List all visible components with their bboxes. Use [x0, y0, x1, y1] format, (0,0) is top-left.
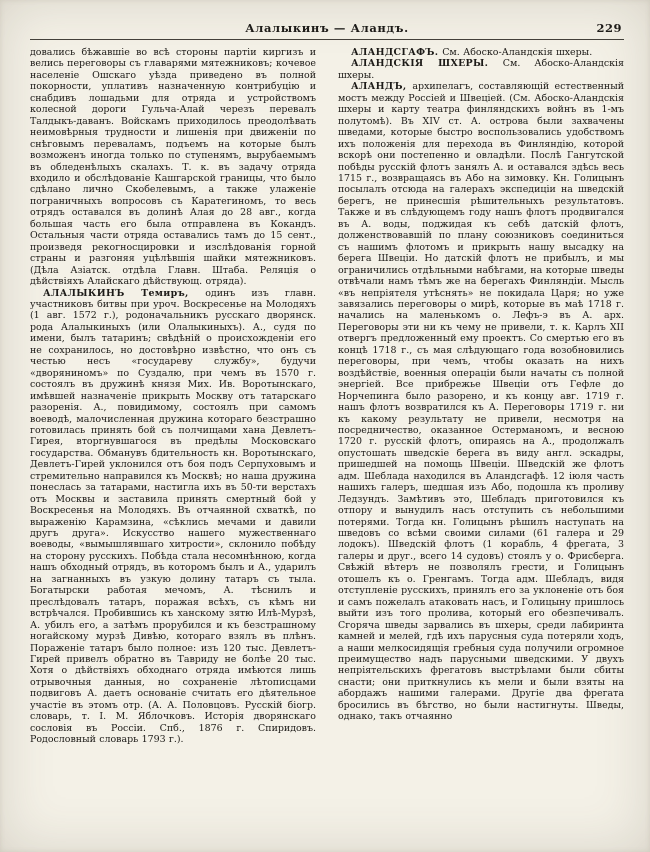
paragraph-text: См. Абоско-Аландскія шхеры.	[442, 47, 593, 58]
paragraph-text: архипелагъ, составляющій естественный мостъ между Россіей и Швеціей. (См. Абоско-Аландскія шхеры и карту театра финляндскихъ войнъ въ 1-мъ полутомѣ). Въ XIV ст. А. острова были захвачены шведами, которые быстро воспользовались удобствомъ ихъ положенія для перехода въ Финляндію, которой вскорѣ они постепенно и овладѣли. Послѣ Гангутской побѣды русскій флотъ занялъ А. и оставался здѣсь весь 1715 г., возвращаясь въ Або на зимовку. Кн. Голицынъ посылалъ отсюда на галерахъ экспедиціи на шведскій берегъ, не принесшія рѣшительныхъ результатовъ. Также и въ слѣдующемъ году нашъ флотъ продвигался въ А. воды, поджидая къ себѣ датскій флотъ, долженствовавшій по плану союзниковъ соединиться съ нашимъ флотомъ и прикрыть нашу высадку на берега Швеціи. Но датскій флотъ не прибылъ, и мы ограничились отдѣльными набѣгами, на которые шведы отвѣчали намъ тѣмъ же на берегахъ Финляндіи. Мысль «въ непріятеля утѣснять» не покидала Царя; но уже завязались переговоры о мирѣ, которые въ маѣ 1718 г. начались на маленькомъ о. Лефъ-э въ А. арх. Переговоры эти ни къ чему не привели, т. к. Карлъ XII отвергъ предложенный ему проектъ. Со смертью его въ концѣ 1718 г., съ мая слѣдующаго года возобновились переговоры, при чемъ, чтобы оказать на нихъ воздѣйствіе, военныя операціи были начаты съ полной энергіей. Все прибрежье Швеціи отъ Гефле до Норчепинга было разорено, и къ концу авг. 1719 г. нашъ флотъ возвратился къ А. Переговоры 1719 г. ни къ какому результату не привели, несмотря на посредничество, оказанное Остерманомъ, и весною 1720 г. русскій флотъ, опираясь на А., продолжалъ опустошать шведскіе берега въ виду англ. эскадры, пришедшей на помощь Швеціи. Шведскій же флотъ адм. Шеблада находился въ Аландсгафѣ. 12 іюля часть нашихъ галеръ, шедшая изъ Або, подошла къ проливу Ледзундъ. Замѣтивъ это, Шебладъ приготовился къ отпору и вынудилъ насъ отступить съ небольшими потерями. Тогда кн. Голицынъ рѣшилъ наступать на шведовъ со всѣми своими силами (61 галера и 29 лодокъ). Шведскій флотъ (1 корабль, 4 фрегата, 3 галеры и друг., всего 14 судовъ) стоялъ у о. Фрисберга. Свѣжій вѣтеръ не позволялъ грести, и Голицынъ отошелъ къ о. Гренгамъ. Тогда адм. Шебладъ, видя отступленіе русскихъ, принялъ его за уклоненіе отъ боя и самъ пожелалъ атаковать насъ, и Голицыну пришлось выйти изъ того пролива, который его обезпечивалъ. Сгоряча шведы зарвались въ шхеры, среди лабиринта камней и мелей, гдѣ ихъ парусныя суда потеряли ходъ, а наши мелкосидящія гребныя суда получили огромное преимущество надъ парусными шведскими. У двухъ непріятельскихъ фрегатовъ выстрѣлами были сбиты снасти; они приткнулись къ мели и были взяты на абордажъ нашими галерами. Другіе два фрегата бросились въ бѣгство, но были настигнуты. Шведы, однако, такъ отчаянно	[338, 81, 624, 723]
page-header	[30, 20, 624, 36]
entry-alalykin	[30, 288, 316, 746]
entry-aland	[338, 81, 624, 722]
left-column	[30, 47, 316, 837]
entry-headword: АЛАЛЫКИНЪ Темиръ,	[43, 287, 206, 299]
entry-headword: АЛАНДСГАФЪ.	[351, 47, 443, 58]
paragraph-text: довались бѣжавшіе во всѣ стороны партіи киргизъ и велись переговоры съ главарями мятежниковъ; кочевое населеніе Ошскаго уѣзда приведено въ полной покорности, уплативъ назначенную контрибуцію и снабдивъ лошадьми для отряда и устройствомъ колесной дороги Гульча-Алай черезъ перевалъ Талдыкъ-даванъ. Войскамъ приходилось преодолѣвать неимовѣрныя трудности и лишенія при движеніи по снѣговымъ переваламъ, подъемъ на которые былъ возможенъ иногда только по ступенямъ, вырубаемымъ въ обледенѣлыхъ скалахъ. Т. к. въ задачу отряда входило и обслѣдованіе Кашгарской границы, что было сдѣлано лично Скобелевымъ, а также улаженіе пограничныхъ вопросовъ съ Каратегиномъ, то весь отрядъ оставался въ долинѣ Алая до 28 авг., когда большая часть его была отправлена въ Кокандъ. Остальныя части отряда оставались тамъ до 15 сент., произведя рекогносцировки и изслѣдованія горной страны и разгоняя уцѣлѣвшія шайки мятежниковъ. (Дѣла Азіатск. отдѣла Главн. Штаба. Реляція о дѣйствіяхъ Алайскаго дѣйствующ. отряда).	[30, 47, 316, 288]
paragraph-text: одинъ изъ главн. участниковъ битвы при уроч. Воскресенье на Молодяхъ (1 авг. 1572 г.), родоначальникъ русскаго дворянск. рода Алалыкиныхъ (или Олалыкиныхъ). А., судя по имени, былъ татаринъ; свѣдѣній о происхожденіи его не сохранилось, но достовѣрно извѣстно, что онъ съ честью несъ «государеву службу», будучи «дворяниномъ» по Суздалю, при чемъ въ 1570 г. состоялъ въ дружинѣ князя Мих. Ив. Воротынскаго, имѣвшей назначеніе прикрыть Москву отъ татарскаго разоренія. А., повидимому, состоялъ при самомъ воеводѣ, малочисленная дружина котораго безстрашно готовилась принять бой съ полчищами хана Девлетъ-Гирея, вторгнувшагося въ предѣлы Московскаго государства. Обманувъ бдительность кн. Воротынскаго, Девлетъ-Гирей уклонился отъ боя подъ Серпуховымъ и стремительно направился къ Москвѣ; но наша дружина понеслась за татарами, настигла ихъ въ 50-ти верстахъ отъ Москвы и заставила принять смертный бой у Воскресенья на Молодяхъ. Въ отчаянной схваткѣ, по выраженію Карамзина, «сѣклись мечами и давили другъ друга». Искусство нашего мужественнаго воеводы, «вымышлявшаго хитрости», склонило побѣду на сторону русскихъ. Побѣда стала несомнѣнною, когда нашъ обходный отрядъ, въ которомъ былъ и А., ударилъ на загнанныхъ въ узкую долину татаръ съ тыла. Богатырски работая мечомъ, А. тѣснилъ и преслѣдовалъ татаръ, поражая всѣхъ, съ кѣмъ ни встрѣчался. Пробившись къ ханскому зятю Илѣ-Мурзѣ, А. убилъ его, а затѣмъ прорубился и къ безстрашному ногайскому мурзѣ Дивѣю, котораго взялъ въ плѣнъ. Пораженіе татаръ было полное: изъ 120 тыс. Девлетъ-Гирей привелъ обратно въ Тавриду не болѣе 20 тыс. Хотя о дѣйствіяхъ обходнаго отряда имѣются лишь отрывочныя данныя, но сохраненіе лѣтописцами подвиговъ А. даетъ основаніе считать его дѣятельное участіе въ этомъ отр. (А. А. Половцовъ. Русскій біогр. словарь, т. I. М. Яблочковъ. Исторія дворянскаго сословія въ Россіи. Спб., 1876 г. Спиридовъ. Родословный словарь 1793 г.).	[30, 287, 316, 746]
entry-headword: АЛАНДЪ,	[351, 81, 413, 93]
page-number: 229	[596, 21, 622, 35]
entry-alandskie-shkhery	[338, 58, 624, 81]
entry-alandsgaf	[338, 47, 624, 58]
header-divider	[30, 39, 624, 40]
entry-headword: АЛАНДСКІЯ ШХЕРЫ.	[351, 58, 503, 70]
paragraph-alai-expedition-continuation	[30, 47, 316, 288]
paragraph-text: См. Абоско-Аландскія шхеры.	[338, 58, 624, 81]
text-columns	[30, 47, 624, 837]
running-header-title: Алалыкинъ — Аландъ.	[245, 21, 409, 35]
right-column	[338, 47, 624, 837]
